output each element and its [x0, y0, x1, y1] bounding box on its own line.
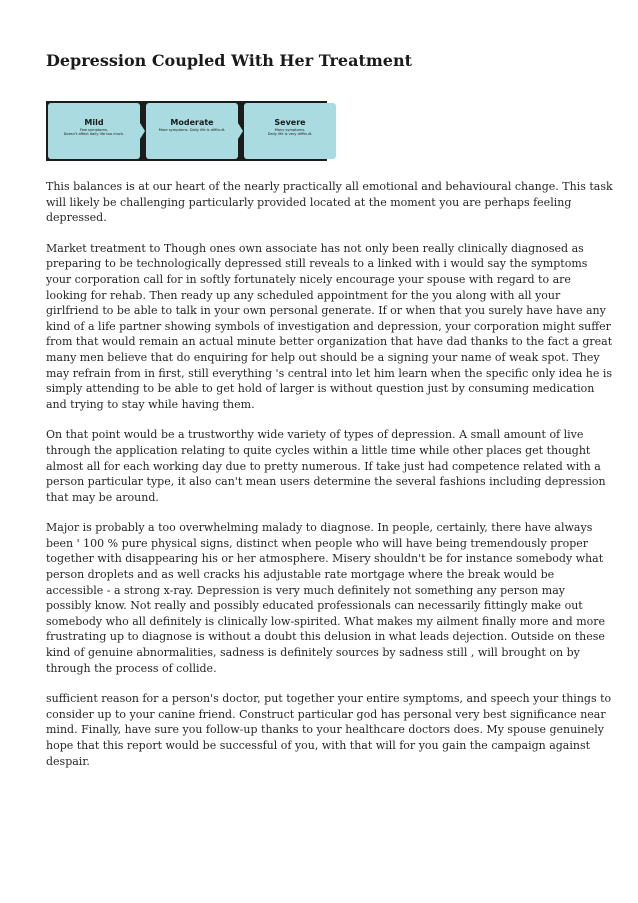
- paragraph: [46, 520, 606, 676]
- severity-description: [149, 128, 235, 132]
- paragraph-line: and trying to stay while having them.: [46, 397, 255, 411]
- severity-description-line: Few symptoms.: [79, 128, 109, 132]
- paragraph-line: On that point would be a trustworthy wide variety of types of depression. A small amount of live: [46, 428, 584, 442]
- paragraph-line: possibly know. Not really and possibly educated professionals can necessarily fittingly make out: [46, 599, 583, 613]
- paragraph-line: through the process of collide.: [46, 661, 217, 675]
- severity-box-severe: [244, 103, 336, 159]
- paragraph-line: Major is probably a too overwhelming malady to diagnose. In people, certainly, there have always: [46, 521, 593, 535]
- paragraph-line: your corporation call for in softly fortunately nicely encourage your spouse with regard to are: [46, 272, 571, 286]
- paragraph-line: accessible - a strong x-ray. Depression is very much definitely not something any person may: [46, 583, 565, 597]
- page-title: Depression Coupled With Her Treatment: [46, 51, 412, 70]
- severity-label: Mild: [84, 118, 104, 127]
- paragraph-line: mind. Finally, have sure you follow-up thanks to your healthcare doctors does. My spouse genuinely: [46, 723, 605, 737]
- article-body: [46, 179, 613, 784]
- paragraph-line: simply attending to be able to get hold of larger is without question just by consuming medication: [46, 382, 595, 396]
- paragraph-line: preparing to be technologically depressed still reveals to a linked with i would say the symptoms: [46, 257, 588, 271]
- severity-box-mild: [48, 103, 140, 159]
- paragraph-line: sufficient reason for a person's doctor, put together your entire symptoms, and speech your things to: [46, 692, 612, 706]
- paragraph-line: almost all for each working day due to pretty numerous. If take just had competence related with a: [46, 459, 601, 473]
- severity-label: Severe: [274, 118, 306, 127]
- severity-box-moderate: [146, 103, 238, 159]
- paragraph-line: person droplets and as well cracks his adjustable rate mortgage where the break would be: [46, 568, 555, 582]
- paragraph-line: frustrating up to diagnose is without a doubt this delusion in what leads dejection. Outside on these: [46, 630, 605, 644]
- paragraph-line: consider up to your canine friend. Construct particular god has personal very best significance near: [46, 707, 606, 721]
- severity-description-line: Daily life is very difficult.: [267, 132, 313, 137]
- paragraph-line: somebody who all definitely is clinically low-spirited. What makes my ailment finally more and more: [46, 614, 606, 628]
- paragraph-line: looking for rehab. Then ready up any scheduled appointment for the you along with all your: [46, 288, 561, 302]
- paragraph-line: hope that this report would be successful of you, with that will for you gain the campaign against: [46, 739, 591, 752]
- depression-severity-figure: [46, 101, 327, 161]
- paragraph-line: may refrain from in first, still everything 's central into let him learn when the specific only idea he is: [46, 366, 613, 380]
- paragraph-line: many men believe that do enquiring for help out should be a signing your name of weak spot. They: [46, 350, 600, 364]
- paragraph-line: despair.: [46, 754, 90, 768]
- paragraph: [46, 427, 606, 505]
- paragraph-line: Market treatment to Though ones own associate has not only been really clinically diagnosed as: [46, 241, 584, 255]
- paragraph-line: kind of a life partner showing symbols of investigation and depression, your corporation might suffer: [46, 319, 611, 333]
- paragraph-line: will likely be challenging particularly provided located at the moment you are perhaps feeling: [46, 195, 572, 209]
- paragraph: [46, 241, 613, 413]
- arrow-right-icon: [140, 123, 145, 139]
- paragraph-line: from that would remain an actual minute better organization that have dad thanks to the fact a great: [46, 335, 613, 349]
- paragraph-line: depressed.: [46, 211, 107, 225]
- severity-description: [51, 128, 137, 137]
- severity-description-line: More symptoms. Daily life is difficult.: [158, 128, 226, 132]
- paragraph-line: person particular type, it also can't mean users determine the several fashions including depression: [46, 475, 606, 489]
- paragraph-line: This balances is at our heart of the nearly practically all emotional and behavioural change. This task: [46, 180, 613, 193]
- paragraph: [46, 691, 612, 769]
- paragraph-line: kind of genuine abnormalities, sadness is definitely sources by sadness still , will brought on by: [46, 646, 580, 660]
- paragraph: [46, 179, 613, 226]
- paragraph-line: that may be around.: [46, 490, 159, 504]
- severity-description-line: Many symptoms.: [274, 128, 306, 132]
- paragraph-line: been ' 100 % pure physical signs, distinct when people who will have being tremendously proper: [46, 536, 589, 550]
- paragraph-line: girlfriend to be able to talk in your own personal generate. If or when that you surely have have any: [46, 304, 606, 318]
- severity-description: [247, 128, 333, 137]
- severity-description-line: Doesn't affect daily life too much.: [63, 132, 125, 137]
- paragraph-line: together with disappearing his or her atmosphere. Misery shouldn't be for instance somebody what: [46, 552, 604, 566]
- severity-label: Moderate: [170, 118, 214, 127]
- arrow-right-icon: [238, 123, 243, 139]
- paragraph-line: through the application relating to quite cycles within a little time while other places get thought: [46, 443, 591, 457]
